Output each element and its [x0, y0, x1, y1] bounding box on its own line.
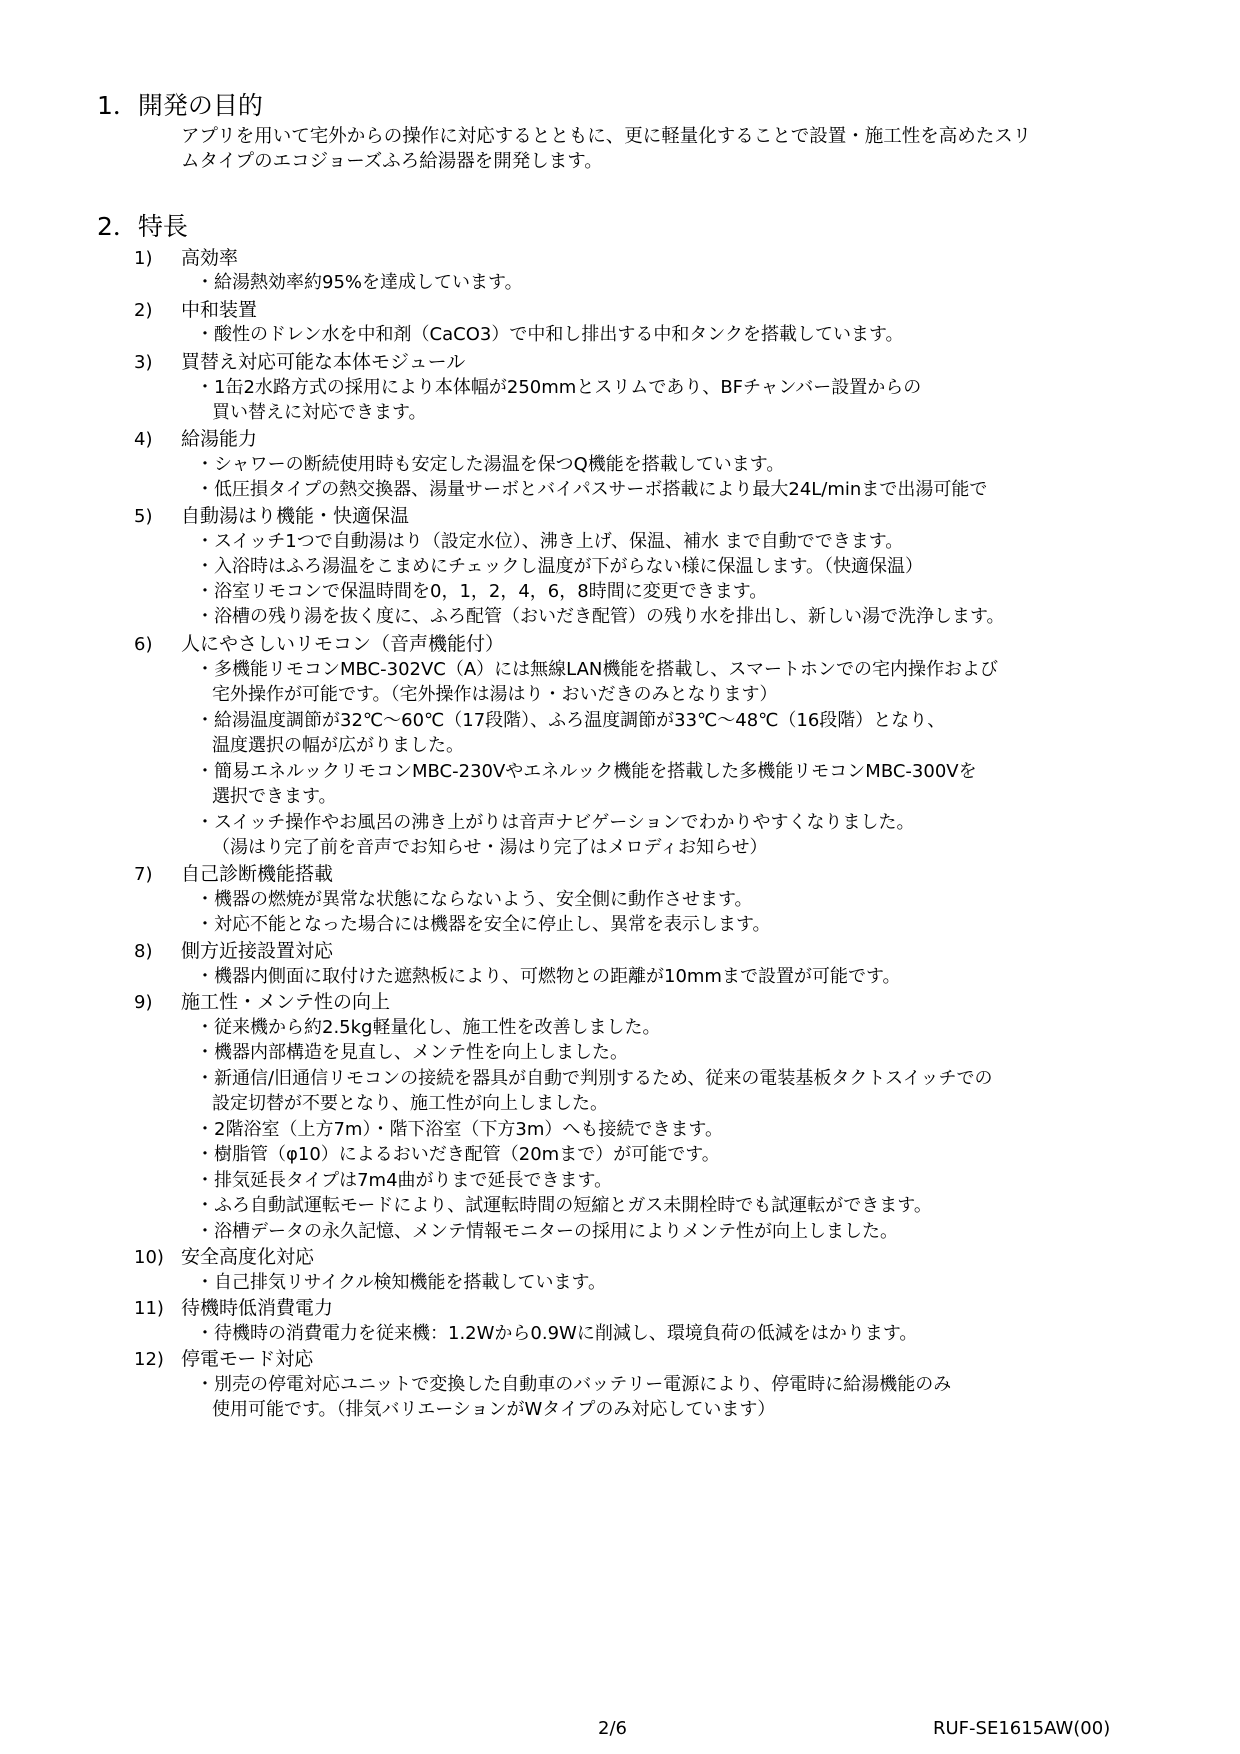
- item-number: 4): [134, 429, 153, 450]
- item-title: 自己診断機能搭載: [181, 863, 334, 885]
- item-number: 6): [134, 634, 153, 655]
- item-number: 9): [134, 992, 153, 1013]
- item-number: 1): [134, 248, 153, 269]
- item-number: 2): [134, 300, 153, 321]
- item-bullet: ・浴槽の残り湯を抜く度に、ふろ配管（おいだき配管）の残り水を排出し、新しい湯で洗浄します。: [196, 606, 1005, 627]
- item-bullet-continued: 設定切替が不要となり、施工性が向上しました。: [212, 1093, 608, 1114]
- item-bullet: ・給湯温度調節が32℃～60℃（17段階）、ふろ温度調節が33℃～48℃（16段階）となり、: [196, 710, 946, 731]
- item-number: 8): [134, 941, 153, 962]
- item-number: 7): [134, 864, 153, 885]
- item-bullet: ・機器の燃焼が異常な状態にならないよう、安全側に動作させます。: [196, 889, 753, 910]
- section-1-line: アプリを用いて宅外からの操作に対応するとともに、更に軽量化することで設置・施工性を高めたスリ: [181, 126, 1032, 147]
- item-bullet-continued: （湯はり完了前を音声でお知らせ・湯はり完了はメロディお知らせ）: [212, 837, 768, 858]
- item-bullet: ・1缶2水路方式の採用により本体幅が250mmとスリムであり、BFチャンバー設置からの: [196, 377, 922, 398]
- item-title: 自動湯はり機能・快適保温: [181, 505, 410, 527]
- item-bullet: ・自己排気リサイクル検知機能を搭載しています。: [196, 1272, 607, 1293]
- item-bullet: ・酸性のドレン水を中和剤（CaCO3）で中和し排出する中和タンクを搭載しています。: [196, 324, 904, 345]
- item-bullet: ・機器内側面に取付けた遮熱板により、可燃物との距離が10mmまで設置が可能です。: [196, 966, 901, 987]
- item-title: 人にやさしいリモコン（音声機能付）: [181, 633, 505, 655]
- item-bullet-continued: 選択できます。: [212, 786, 337, 807]
- item-bullet: ・シャワーの断続使用時も安定した湯温を保つQ機能を搭載しています。: [196, 454, 785, 475]
- item-bullet: ・待機時の消費電力を従来機：1.2Wから0.9Wに削減し、環境負荷の低減をはかります。: [196, 1323, 918, 1344]
- item-bullet-continued: 買い替えに対応できます。: [212, 402, 427, 423]
- item-title: 買替え対応可能な本体モジュール: [181, 351, 466, 373]
- item-bullet: ・給湯熱効率約95%を達成しています。: [196, 272, 523, 293]
- section-1-body: [181, 124, 1161, 174]
- item-number: 12): [134, 1349, 164, 1370]
- item-bullet-continued: 宅外操作が可能です。（宅外操作は湯はり・おいだきのみとなります）: [212, 684, 778, 705]
- item-number: 3): [134, 352, 153, 373]
- item-title: 停電モード対応: [181, 1348, 314, 1370]
- item-bullet: ・樹脂管（φ10）によるおいだき配管（20mまで）が可能です。: [196, 1144, 720, 1165]
- item-number: 11): [134, 1298, 164, 1319]
- item-bullet: ・2階浴室（上方7m）・階下浴室（下方3m）へも接続できます。: [196, 1119, 723, 1140]
- item-bullet: ・排気延長タイプは7m4曲がりまで延長できます。: [196, 1170, 613, 1191]
- item-bullet: ・機器内部構造を見直し、メンテ性を向上しました。: [196, 1042, 628, 1063]
- item-bullet: ・対応不能となった場合には機器を安全に停止し、異常を表示します。: [196, 914, 771, 935]
- item-bullet: ・別売の停電対応ユニットで変換した自動車のバッテリー電源により、停電時に給湯機能のみ: [196, 1374, 952, 1395]
- item-title: 中和装置: [181, 299, 258, 321]
- item-bullet: ・入浴時はふろ湯温をこまめにチェックし温度が下がらない様に保温します。（快適保温）: [196, 556, 924, 577]
- item-number: 5): [134, 506, 153, 527]
- section-1-line: ムタイプのエコジョーズふろ給湯器を開発します。: [181, 151, 603, 172]
- item-title: 施工性・メンテ性の向上: [181, 991, 391, 1013]
- item-bullet: ・従来機から約2.5kg軽量化し、施工性を改善しました。: [196, 1017, 661, 1038]
- item-title: 高効率: [181, 247, 239, 269]
- item-bullet-continued: 温度選択の幅が広がりました。: [212, 735, 464, 756]
- section-1-title: 1．開発の目的: [97, 91, 263, 120]
- page-number: 2/6: [598, 1718, 627, 1739]
- item-bullet: ・スイッチ1つで自動湯はり（設定水位）、沸き上げ、保温、補水 まで自動でできます。: [196, 531, 904, 552]
- item-bullet: ・簡易エネルックリモコンMBC-230Vやエネルック機能を搭載した多機能リモコンMBC-300Vを: [196, 761, 977, 782]
- item-bullet: ・ふろ自動試運転モードにより、試運転時間の短縮とガス未開栓時でも試運転ができます。: [196, 1195, 932, 1216]
- document-id: RUF-SE1615AW(00): [933, 1718, 1111, 1739]
- item-title: 側方近接設置対応: [181, 940, 334, 962]
- item-number: 10): [134, 1247, 164, 1268]
- item-bullet: ・新通信/旧通信リモコンの接続を器具が自動で判別するため、従来の電装基板タクトスイッチでの: [196, 1068, 993, 1089]
- item-bullet: ・多機能リモコンMBC-302VC（A）には無線LAN機能を搭載し、スマートホンでの宅内操作および: [196, 659, 999, 680]
- item-bullet: ・浴槽データの永久記憶、メンテ情報モニターの採用によりメンテ性が向上しました。: [196, 1221, 898, 1242]
- item-bullet: ・スイッチ操作やお風呂の沸き上がりは音声ナビゲーションでわかりやすくなりました。: [196, 812, 915, 833]
- item-title: 給湯能力: [181, 428, 258, 450]
- item-bullet: ・浴室リモコンで保温時間を0，1，2，4，6，8時間に変更できます。: [196, 581, 768, 602]
- item-bullet: ・低圧損タイプの熱交換器、湯量サーボとバイパスサーボ搭載により最大24L/minまで出湯可能で: [196, 479, 988, 500]
- item-bullet-continued: 使用可能です。（排気バリエーションがWタイプのみ対応しています）: [212, 1399, 776, 1420]
- section-2-title: 2．特長: [97, 212, 188, 241]
- item-title: 安全高度化対応: [181, 1246, 315, 1268]
- item-title: 待機時低消費電力: [181, 1297, 334, 1319]
